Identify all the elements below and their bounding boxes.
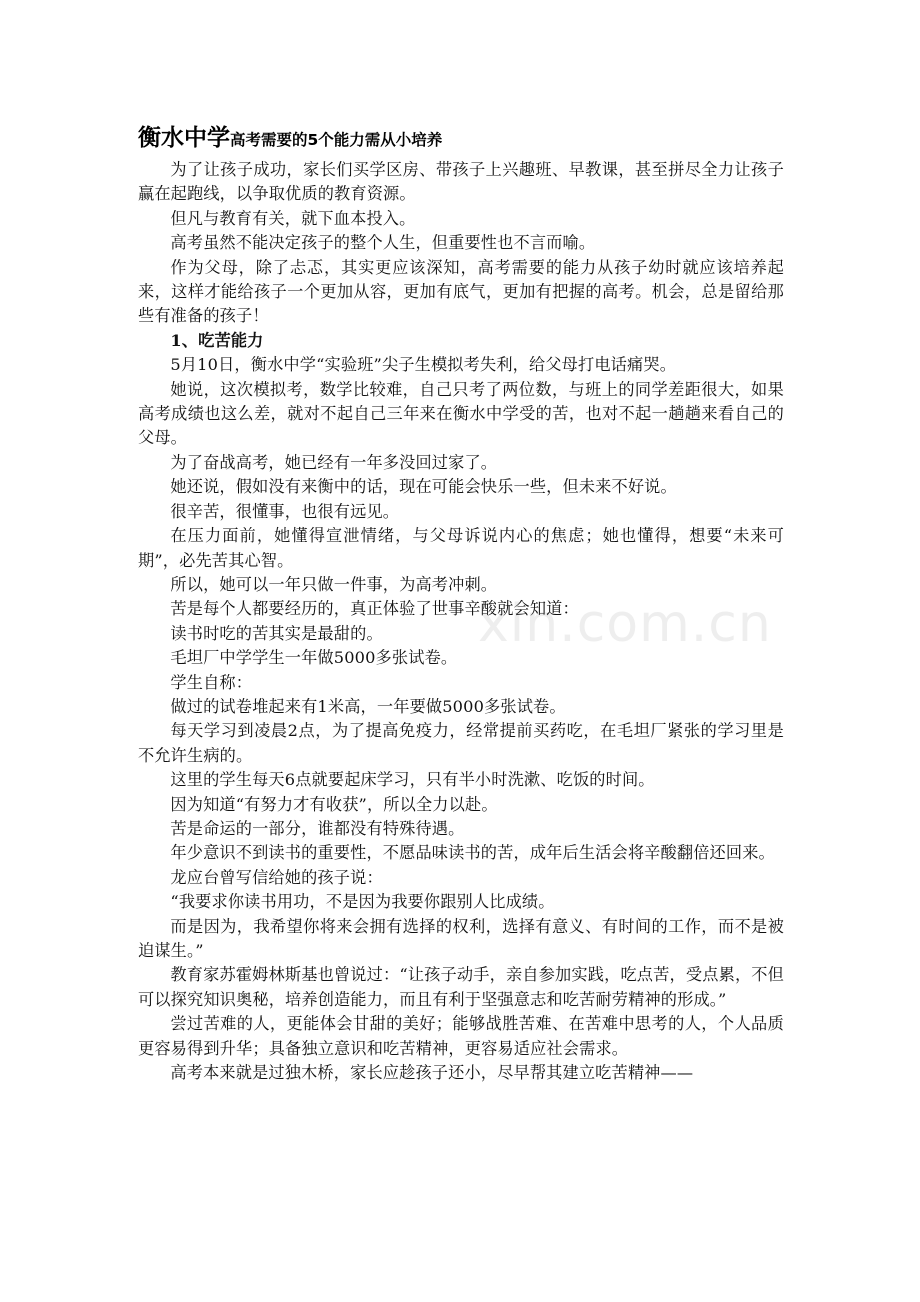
- paragraph: 高考虽然不能决定孩子的整个人生，但重要性也不言而喻。: [170, 233, 596, 253]
- paragraph: 尝过苦难的人，更能体会甘甜的美好；能够战胜苦难、在苦难中思考的人，个人品质更容易得到升华；具备独立意识和吃苦精神，更容易适应社会需求。: [138, 1014, 784, 1058]
- paragraph: 她还说，假如没有来衡中的话，现在可能会快乐一些，但未来不好说。: [170, 477, 677, 497]
- paragraph: 很辛苦，很懂事，也很有远见。: [170, 501, 400, 521]
- paragraph: 毛坦厂中学学生一年做5000多张试卷。: [170, 648, 458, 668]
- paragraph: 但凡与教育有关，就下血本投入。: [170, 208, 416, 228]
- title-subtitle: 高考需要的5个能力需从小培养: [230, 131, 443, 149]
- paragraph: 每天学习到凌晨2点，为了提高免疫力，经常提前买药吃，在毛坦厂紧张的学习里是不允许生病的。: [138, 721, 784, 765]
- paragraph: 高考本来就是过独木桥，家长应趁孩子还小，尽早帮其建立吃苦精神——: [170, 1063, 694, 1083]
- paragraph: 因为知道“有努力才有收获”，所以全力以赴。: [170, 794, 498, 814]
- paragraph: 苦是每个人都要经历的，真正体验了世事辛酸就会知道：: [170, 599, 579, 619]
- paragraph: 在压力面前，她懂得宣泄情绪，与父母诉说内心的焦虑；她也懂得，想要“未来可期”，必先苦其心智。: [138, 526, 784, 570]
- article-body: [138, 122, 784, 1085]
- paragraph: 作为父母，除了忐忑，其实更应该深知，高考需要的能力从孩子幼时就应该培养起来，这样才能给孩子一个更加从容，更加有底气，更加有把握的高考。机会，总是留给那些有准备的孩子！: [138, 257, 784, 326]
- paragraph: 学生自称：: [170, 672, 253, 692]
- paragraph: 龙应台曾写信给她的孩子说：: [170, 867, 383, 887]
- paragraph: 为了奋战高考，她已经有一年多没回过家了。: [170, 452, 498, 472]
- article-title: [138, 122, 784, 156]
- paragraph: 这里的学生每天6点就要起床学习，只有半小时洗漱、吃饭的时间。: [170, 770, 655, 790]
- paragraph: 读书时吃的苦其实是最甜的。: [170, 623, 383, 643]
- paragraph: 而是因为，我希望你将来会拥有选择的权利，选择有意义、有时间的工作，而不是被迫谋生。”: [138, 916, 784, 960]
- paragraph: 教育家苏霍姆林斯基也曾说过：“让孩子动手，亲自参加实践，吃点苦，受点累，不但可以探究知识奥秘，培养创造能力，而且有利于坚强意志和吃苦耐劳精神的形成。”: [138, 965, 784, 1009]
- paragraph: 5月10日，衡水中学“实验班”尖子生模拟考失利，给父母打电话痛哭。: [170, 355, 677, 375]
- title-school-name: 衡水中学: [138, 125, 230, 151]
- paragraph: 她说，这次模拟考，数学比较难，自己只考了两位数，与班上的同学差距很大，如果高考成绩也这么差，就对不起自己三年来在衡水中学受的苦，也对不起一趟趟来看自己的父母。: [138, 379, 784, 448]
- paragraph: “我要求你读书用功，不是因为我要你跟别人比成绩。: [170, 892, 555, 912]
- paragraph: 年少意识不到读书的重要性，不愿品味读书的苦，成年后生活会将辛酸翻倍还回来。: [170, 843, 775, 863]
- watermark: xin.com.cn: [478, 594, 772, 654]
- section-heading: 1、吃苦能力: [170, 330, 264, 350]
- paragraph: 做过的试卷堆起来有1米高，一年要做5000多张试卷。: [170, 696, 566, 716]
- paragraph: 所以，她可以一年只做一件事，为高考冲刺。: [170, 574, 498, 594]
- paragraph: 苦是命运的一部分，谁都没有特殊待遇。: [170, 818, 465, 838]
- paragraph: 为了让孩子成功，家长们买学区房、带孩子上兴趣班、早教课，甚至拼尽全力让孩子赢在起跑线，以争取优质的教育资源。: [138, 160, 784, 204]
